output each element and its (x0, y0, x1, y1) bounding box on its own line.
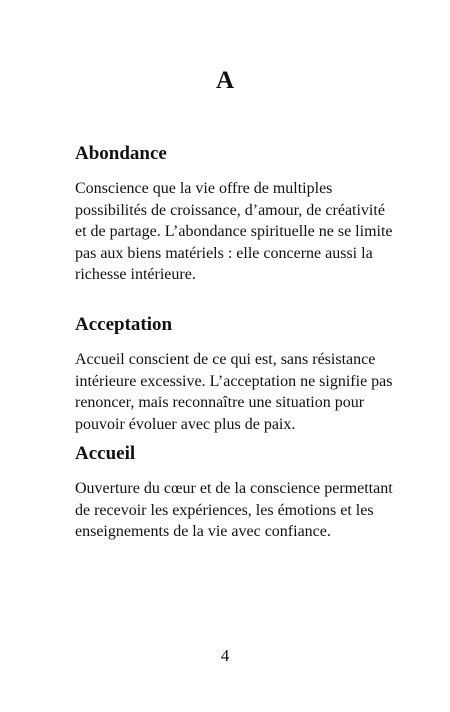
entry-definition: Accueil conscient de ce qui est, sans résistance intérieure excessive. L’acceptation ne signifie pas renoncer, mais reconnaître une situation pour pouvoir évoluer avec plus de paix. (75, 351, 393, 433)
entry-definition: Conscience que la vie offre de multiples possibilités de croissance, d’amour, de créativité et de partage. L’abondance spirituelle ne se limite pas aux biens matériels : elle concerne aussi la richesse intérieure. (75, 180, 393, 283)
glossary-entry-accueil (75, 442, 395, 543)
entry-term: Abondance (75, 143, 167, 164)
entry-definition: Ouverture du cœur et de la conscience permettant de recevoir les expériences, les émotions et les enseignements de la vie avec confiance. (75, 480, 393, 540)
glossary-entry-abondance (75, 142, 395, 286)
section-letter-heading: A (215, 67, 235, 94)
entry-term: Acceptation (75, 314, 173, 335)
glossary-entry-acceptation (75, 313, 395, 435)
entry-term: Accueil (75, 443, 136, 464)
page-number: 4 (220, 646, 230, 665)
